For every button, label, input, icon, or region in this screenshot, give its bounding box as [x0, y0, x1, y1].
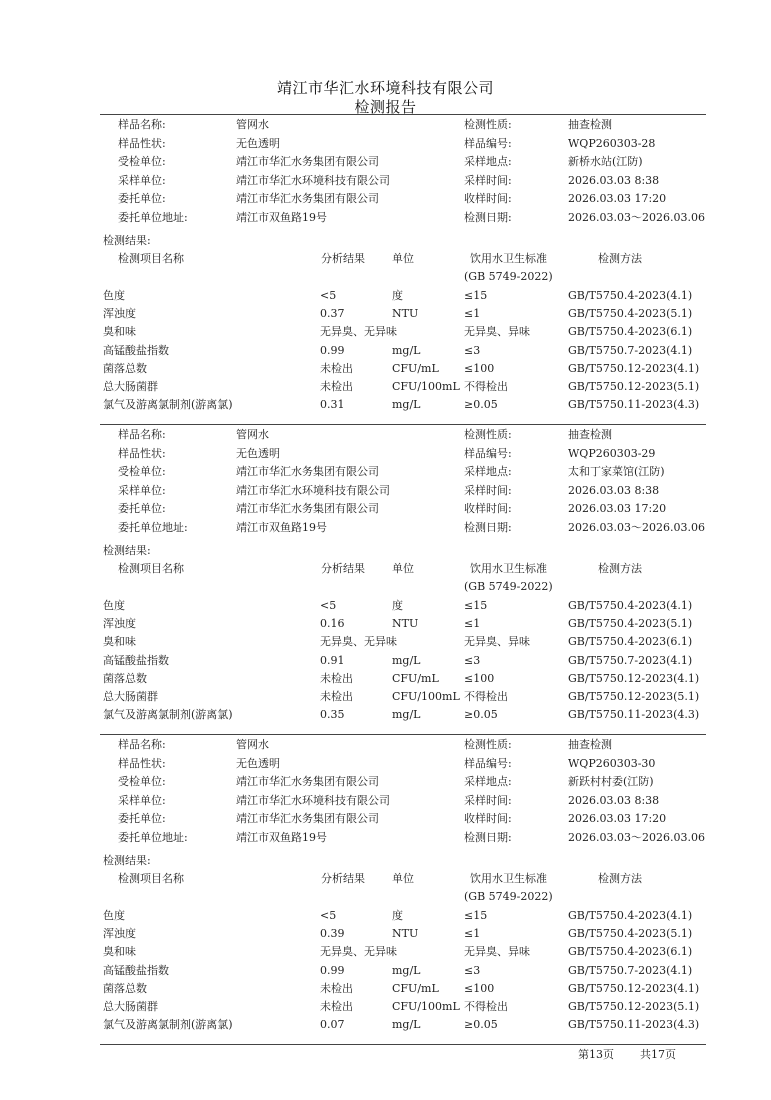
column-header-standard: 饮用水卫生标准 [470, 252, 547, 265]
result-value: 无异臭、无异味 [320, 945, 397, 959]
column-header-item: 检测项目名称 [118, 252, 184, 265]
result-method: GB/T5750.12-2023(4.1) [568, 981, 700, 995]
sampling-site-label: 采样地点: [464, 775, 512, 788]
test-date-label: 检测日期: [464, 210, 512, 224]
result-unit: 度 [392, 289, 403, 302]
sampling-site-label: 采样地点: [464, 155, 512, 168]
result-value: <5 [320, 909, 337, 922]
result-method: GB/T5750.11-2023(4.3) [568, 1018, 700, 1032]
results-label: 检测结果: [103, 234, 151, 247]
result-value: 未检出 [320, 981, 353, 995]
sample-name-value: 管网水 [236, 118, 269, 131]
column-header-standard-code: (GB 5749-2022) [464, 580, 553, 593]
sample-property-label: 样品性状: [118, 446, 166, 460]
result-item: 臭和味 [103, 635, 136, 649]
result-standard: ≤3 [464, 963, 481, 977]
result-unit: 度 [392, 909, 403, 922]
result-standard: ≤3 [464, 653, 481, 667]
result-method: GB/T5750.4-2023(6.1) [568, 325, 693, 339]
result-value: 0.39 [320, 927, 345, 941]
test-nature-label: 检测性质: [464, 118, 512, 131]
result-method: GB/T5750.4-2023(5.1) [568, 617, 693, 631]
client-address-value: 靖江市双鱼路19号 [236, 210, 327, 224]
result-method: GB/T5750.12-2023(4.1) [568, 361, 700, 375]
client-unit-label: 委托单位: [118, 812, 166, 825]
receiver-unit-label: 受检单位: [118, 775, 166, 788]
result-value: 未检出 [320, 690, 353, 703]
result-item: 菌落总数 [103, 981, 147, 995]
sample-number-label: 样品编号: [464, 756, 512, 770]
result-method: GB/T5750.12-2023(5.1) [568, 1000, 700, 1013]
receiver-unit-value: 靖江市华汇水务集团有限公司 [236, 465, 379, 478]
section-top-rule [100, 424, 706, 425]
column-header-method: 检测方法 [598, 562, 642, 575]
column-header-standard-code: (GB 5749-2022) [464, 890, 553, 903]
result-unit: mg/L [392, 398, 421, 412]
client-address-value: 靖江市双鱼路19号 [236, 520, 327, 534]
receive-time-label: 收样时间: [464, 192, 512, 205]
result-value: 无异臭、无异味 [320, 325, 397, 339]
result-value: 0.35 [320, 708, 345, 722]
column-header-unit: 单位 [392, 252, 414, 265]
receiver-unit-label: 受检单位: [118, 155, 166, 168]
column-header-item: 检测项目名称 [118, 872, 184, 885]
results-label: 检测结果: [103, 854, 151, 867]
column-header-item: 检测项目名称 [118, 562, 184, 575]
sampling-site-label: 采样地点: [464, 465, 512, 478]
sample-number-label: 样品编号: [464, 136, 512, 150]
result-method: GB/T5750.7-2023(4.1) [568, 653, 693, 667]
column-header-result: 分析结果 [321, 872, 365, 885]
receive-time-value: 2026.03.03 17:20 [568, 812, 667, 825]
result-unit: CFU/100mL [392, 380, 460, 393]
column-header-unit: 单位 [392, 872, 414, 885]
sampling-time-label: 采样时间: [464, 793, 512, 807]
client-unit-value: 靖江市华汇水务集团有限公司 [236, 812, 379, 825]
result-standard: ≤100 [464, 361, 495, 375]
column-header-unit: 单位 [392, 562, 414, 575]
receiver-unit-value: 靖江市华汇水务集团有限公司 [236, 155, 379, 168]
sample-number-label: 样品编号: [464, 446, 512, 460]
result-unit: NTU [392, 307, 419, 321]
sample-property-value: 无色透明 [236, 136, 280, 150]
section-top-rule [100, 114, 706, 115]
result-item: 色度 [103, 909, 125, 922]
sample-name-label: 样品名称: [118, 738, 166, 751]
sampling-site-value: 太和丁家菜馆(江防) [568, 465, 665, 478]
column-header-standard-code: (GB 5749-2022) [464, 270, 553, 283]
sample-name-value: 管网水 [236, 738, 269, 751]
result-unit: 度 [392, 599, 403, 612]
result-standard: ≤15 [464, 599, 488, 612]
page-number: 第13页 [578, 1048, 614, 1061]
result-unit: mg/L [392, 963, 421, 977]
result-standard: 无异臭、异味 [464, 945, 530, 959]
receiver-unit-label: 受检单位: [118, 465, 166, 478]
page-total: 共17页 [640, 1048, 676, 1061]
client-unit-label: 委托单位: [118, 502, 166, 515]
client-address-label: 委托单位地址: [118, 830, 188, 844]
result-item: 菌落总数 [103, 671, 147, 685]
result-method: GB/T5750.11-2023(4.3) [568, 398, 700, 412]
sampling-time-value: 2026.03.03 8:38 [568, 483, 660, 497]
result-unit: NTU [392, 927, 419, 941]
result-standard: ≤1 [464, 927, 481, 941]
result-standard: 不得检出 [464, 1000, 508, 1013]
result-unit: mg/L [392, 708, 421, 722]
result-method: GB/T5750.4-2023(5.1) [568, 307, 693, 321]
result-value: 无异臭、无异味 [320, 635, 397, 649]
result-standard: ≤1 [464, 617, 481, 631]
result-item: 浑浊度 [103, 927, 136, 941]
client-unit-value: 靖江市华汇水务集团有限公司 [236, 192, 379, 205]
result-value: 0.16 [320, 617, 345, 631]
result-value: 未检出 [320, 1000, 353, 1013]
test-nature-value: 抽查检测 [568, 118, 612, 131]
sample-property-value: 无色透明 [236, 756, 280, 770]
result-unit: NTU [392, 617, 419, 631]
sampling-unit-value: 靖江市华汇水环境科技有限公司 [236, 483, 390, 497]
receive-time-label: 收样时间: [464, 502, 512, 515]
result-standard: ≤100 [464, 981, 495, 995]
client-address-label: 委托单位地址: [118, 210, 188, 224]
result-value: 未检出 [320, 671, 353, 685]
result-standard: ≥0.05 [464, 708, 498, 722]
result-item: 总大肠菌群 [103, 690, 158, 703]
result-standard: 无异臭、异味 [464, 325, 530, 339]
result-value: 0.07 [320, 1018, 345, 1032]
sampling-unit-value: 靖江市华汇水环境科技有限公司 [236, 793, 390, 807]
result-standard: ≤15 [464, 289, 488, 302]
test-nature-value: 抽查检测 [568, 428, 612, 441]
test-date-label: 检测日期: [464, 830, 512, 844]
result-unit: mg/L [392, 1018, 421, 1032]
footer-rule [100, 1044, 706, 1045]
column-header-method: 检测方法 [598, 252, 642, 265]
client-unit-label: 委托单位: [118, 192, 166, 205]
result-item: 高锰酸盐指数 [103, 343, 169, 357]
sample-property-value: 无色透明 [236, 446, 280, 460]
result-standard: 不得检出 [464, 380, 508, 393]
sample-property-label: 样品性状: [118, 756, 166, 770]
result-method: GB/T5750.4-2023(5.1) [568, 927, 693, 941]
result-method: GB/T5750.12-2023(5.1) [568, 690, 700, 703]
result-unit: CFU/mL [392, 671, 439, 685]
result-unit: CFU/100mL [392, 690, 460, 703]
column-header-method: 检测方法 [598, 872, 642, 885]
sampling-site-value: 新跃村村委(江防) [568, 775, 654, 788]
sample-name-label: 样品名称: [118, 428, 166, 441]
result-method: GB/T5750.4-2023(4.1) [568, 289, 693, 302]
test-date-value: 2026.03.03～2026.03.06 [568, 520, 705, 534]
result-item: 色度 [103, 289, 125, 302]
sampling-unit-label: 采样单位: [118, 793, 166, 807]
result-method: GB/T5750.7-2023(4.1) [568, 963, 693, 977]
test-date-value: 2026.03.03～2026.03.06 [568, 210, 705, 224]
client-address-value: 靖江市双鱼路19号 [236, 830, 327, 844]
receive-time-label: 收样时间: [464, 812, 512, 825]
sample-name-value: 管网水 [236, 428, 269, 441]
result-unit: mg/L [392, 653, 421, 667]
report-title: 检测报告 [354, 98, 417, 116]
receive-time-value: 2026.03.03 17:20 [568, 502, 667, 515]
receiver-unit-value: 靖江市华汇水务集团有限公司 [236, 775, 379, 788]
result-unit: CFU/100mL [392, 1000, 460, 1013]
result-item: 高锰酸盐指数 [103, 963, 169, 977]
result-unit: CFU/mL [392, 361, 439, 375]
result-standard: ≤3 [464, 343, 481, 357]
sampling-time-value: 2026.03.03 8:38 [568, 793, 660, 807]
result-method: GB/T5750.4-2023(6.1) [568, 945, 693, 959]
result-item: 高锰酸盐指数 [103, 653, 169, 667]
result-item: 总大肠菌群 [103, 380, 158, 393]
result-item: 总大肠菌群 [103, 1000, 158, 1013]
result-standard: 无异臭、异味 [464, 635, 530, 649]
test-date-label: 检测日期: [464, 520, 512, 534]
test-nature-value: 抽查检测 [568, 738, 612, 751]
result-method: GB/T5750.11-2023(4.3) [568, 708, 700, 722]
sample-number-value: WQP260303-29 [568, 446, 656, 460]
column-header-result: 分析结果 [321, 252, 365, 265]
section-top-rule [100, 734, 706, 735]
sample-name-label: 样品名称: [118, 118, 166, 131]
result-item: 臭和味 [103, 325, 136, 339]
result-value: <5 [320, 289, 337, 302]
column-header-result: 分析结果 [321, 562, 365, 575]
company-name: 靖江市华汇水环境科技有限公司 [276, 79, 494, 97]
result-method: GB/T5750.12-2023(4.1) [568, 671, 700, 685]
sample-number-value: WQP260303-30 [568, 756, 656, 770]
client-unit-value: 靖江市华汇水务集团有限公司 [236, 502, 379, 515]
result-item: 氯气及游离氯制剂(游离氯) [103, 708, 233, 722]
result-standard: ≤1 [464, 307, 481, 321]
result-standard: ≤15 [464, 909, 488, 922]
result-method: GB/T5750.12-2023(5.1) [568, 380, 700, 393]
result-method: GB/T5750.4-2023(4.1) [568, 909, 693, 922]
test-date-value: 2026.03.03～2026.03.06 [568, 830, 705, 844]
receive-time-value: 2026.03.03 17:20 [568, 192, 667, 205]
result-value: 未检出 [320, 380, 353, 393]
result-method: GB/T5750.4-2023(4.1) [568, 599, 693, 612]
result-standard: 不得检出 [464, 690, 508, 703]
result-item: 臭和味 [103, 945, 136, 959]
sampling-unit-label: 采样单位: [118, 173, 166, 187]
test-nature-label: 检测性质: [464, 428, 512, 441]
results-label: 检测结果: [103, 544, 151, 557]
sample-property-label: 样品性状: [118, 136, 166, 150]
result-value: 0.37 [320, 307, 345, 321]
sample-number-value: WQP260303-28 [568, 136, 656, 150]
result-unit: mg/L [392, 343, 421, 357]
column-header-standard: 饮用水卫生标准 [470, 562, 547, 575]
sampling-site-value: 新桥水站(江防) [568, 155, 643, 168]
result-standard: ≤100 [464, 671, 495, 685]
result-value: 0.91 [320, 653, 345, 667]
sampling-time-value: 2026.03.03 8:38 [568, 173, 660, 187]
sampling-unit-label: 采样单位: [118, 483, 166, 497]
result-value: 0.99 [320, 343, 345, 357]
result-value: 未检出 [320, 361, 353, 375]
result-standard: ≥0.05 [464, 1018, 498, 1032]
result-item: 色度 [103, 599, 125, 612]
sampling-time-label: 采样时间: [464, 483, 512, 497]
result-unit: CFU/mL [392, 981, 439, 995]
column-header-standard: 饮用水卫生标准 [470, 872, 547, 885]
client-address-label: 委托单位地址: [118, 520, 188, 534]
result-item: 菌落总数 [103, 361, 147, 375]
result-method: GB/T5750.7-2023(4.1) [568, 343, 693, 357]
result-item: 浑浊度 [103, 617, 136, 631]
sampling-time-label: 采样时间: [464, 173, 512, 187]
result-value: 0.99 [320, 963, 345, 977]
result-standard: ≥0.05 [464, 398, 498, 412]
test-nature-label: 检测性质: [464, 738, 512, 751]
result-item: 氯气及游离氯制剂(游离氯) [103, 1018, 233, 1032]
result-value: <5 [320, 599, 337, 612]
result-item: 氯气及游离氯制剂(游离氯) [103, 398, 233, 412]
result-method: GB/T5750.4-2023(6.1) [568, 635, 693, 649]
result-value: 0.31 [320, 398, 345, 412]
sampling-unit-value: 靖江市华汇水环境科技有限公司 [236, 173, 390, 187]
result-item: 浑浊度 [103, 307, 136, 321]
